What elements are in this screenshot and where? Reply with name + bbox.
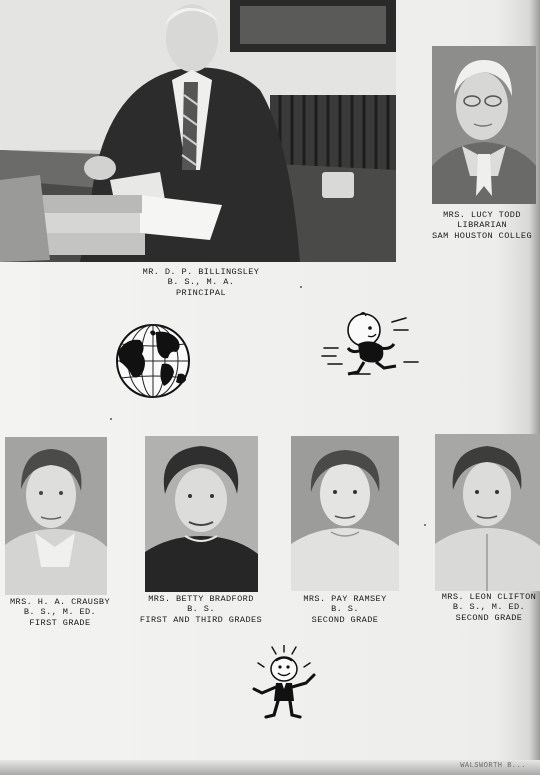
teacher-grade: SECOND GRADE (311, 614, 379, 625)
teacher-photo-ramsey (291, 436, 399, 591)
librarian-school: SAM HOUSTON COLLEG (431, 230, 533, 241)
teacher-degree: B. S. (331, 604, 359, 615)
principal-photo (0, 0, 396, 262)
waving-boy-cartoon (250, 645, 320, 721)
teacher-caption-bradford (126, 594, 276, 625)
teacher-photo-bradford (145, 436, 258, 592)
librarian-title: LIBRARIAN (456, 220, 507, 231)
teacher-caption-ramsey (287, 594, 403, 625)
teacher-grade: FIRST AND THIRD GRADES (139, 614, 263, 625)
teacher-name: MRS. LEON CLIFTON (441, 592, 537, 602)
teacher-degree: B. S. (187, 604, 215, 615)
print-speck (300, 286, 302, 288)
teacher-name: MRS. PAY RAMSEY (303, 594, 387, 604)
page-footer (0, 760, 540, 775)
print-speck (424, 524, 426, 526)
librarian-name: MRS. LUCY TODD (443, 210, 521, 220)
principal-degree: B. S., M. A. (167, 277, 235, 288)
print-speck (110, 418, 112, 420)
teacher-photo-clifton (435, 434, 540, 591)
teacher-name: MRS. H. A. CRAUSBY (9, 597, 111, 607)
principal-title: PRINCIPAL (175, 287, 226, 298)
librarian-caption (420, 210, 540, 241)
teacher-photo-crausby (5, 437, 107, 595)
teacher-caption-crausby (0, 597, 120, 628)
teacher-caption-clifton (434, 592, 540, 623)
principal-caption (128, 267, 274, 298)
librarian-photo (432, 46, 536, 204)
teacher-grade: FIRST GRADE (29, 617, 91, 628)
footer-text: WALSWORTH B... (460, 762, 526, 770)
teacher-degree: B. S., M. ED. (452, 602, 526, 613)
teacher-degree: B. S., M. ED. (23, 607, 97, 618)
principal-name: MR. D. P. BILLINGSLEY (142, 267, 260, 277)
teacher-grade: SECOND GRADE (455, 612, 523, 623)
globe-icon (112, 320, 194, 402)
teacher-name: MRS. BETTY BRADFORD (148, 594, 254, 604)
running-boy-cartoon (320, 308, 424, 380)
